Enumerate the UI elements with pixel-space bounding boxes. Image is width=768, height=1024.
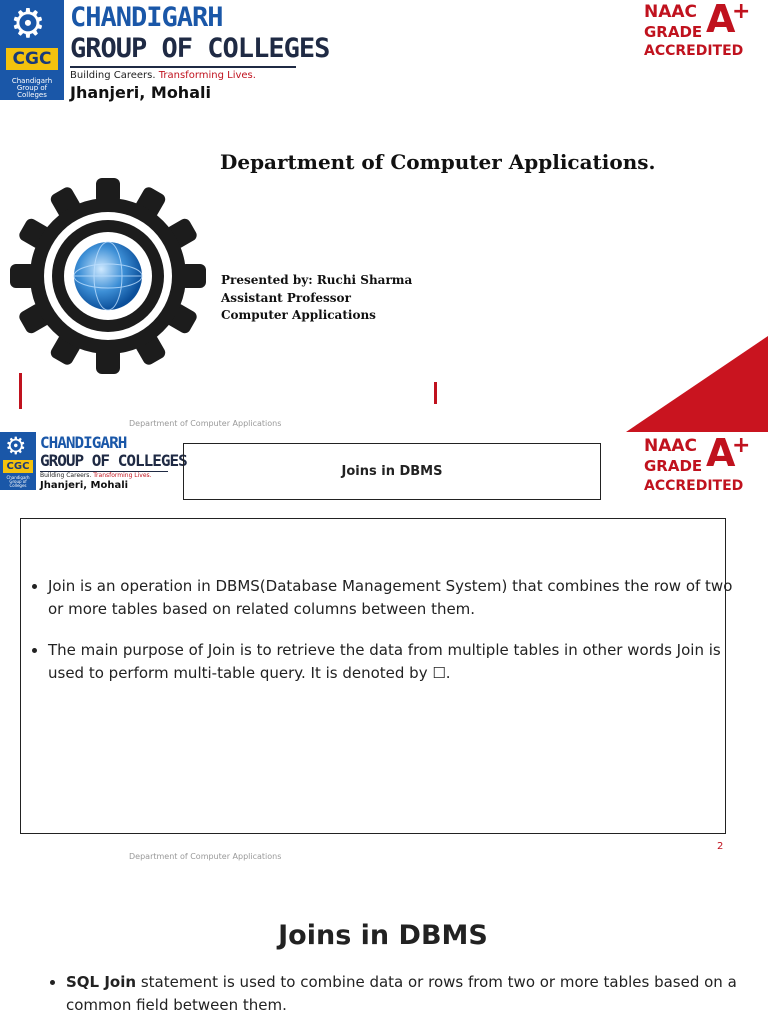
naac2-plus: + xyxy=(732,433,751,458)
cgc-logo xyxy=(0,0,330,102)
slide2-heading-box xyxy=(183,443,601,500)
slide-1 xyxy=(0,0,768,432)
slide3-bullet-1 xyxy=(66,971,756,1017)
naac-grade: A xyxy=(706,0,736,41)
gear-icon: ⚙ xyxy=(10,1,46,47)
presenter-dept: Computer Applications xyxy=(221,308,376,322)
naac2-l1: NAAC xyxy=(644,436,698,456)
cgc-rule xyxy=(70,66,296,68)
slide1-footer: Department of Computer Applications xyxy=(129,419,282,428)
cgc-small-tagline xyxy=(40,472,152,479)
slide3-bullet-bold: SQL Join xyxy=(66,973,137,991)
gear-icon-small: ⚙ xyxy=(5,432,27,460)
cgc-location: Jhanjeri, Mohali xyxy=(70,83,211,102)
slide3-bullet-rest: statement is used to combine data or rows from two or more tables based on a common field between them. xyxy=(66,973,737,1014)
cgc-small-line2: GROUP OF COLLEGES xyxy=(40,451,187,470)
cgc-logo-small xyxy=(0,432,187,492)
cgc-abbr: CGC xyxy=(6,48,58,70)
slide2-bullet-1: • Join is an operation in DBMS(Database Management System) that combines the row of two or more tables based on related columns between them. xyxy=(48,575,740,621)
slide2-footer: Department of Computer Applications xyxy=(129,852,282,861)
cgc-badge xyxy=(0,0,64,100)
slide2-bullet-2: • The main purpose of Join is to retrieve the data from multiple tables in other words Join is used to perform multi-table query. It is denoted by ☐. xyxy=(48,639,740,685)
slide-2 xyxy=(0,432,768,864)
cgc-badge-small xyxy=(0,432,36,490)
presenter-name: Presented by: Ruchi Sharma xyxy=(221,273,413,287)
red-bar-left xyxy=(19,373,22,409)
small-tagline-b: Transforming Lives. xyxy=(93,472,152,479)
naac-l1: NAAC xyxy=(644,2,698,22)
gear-globe-icon xyxy=(4,178,212,374)
slide2-heading: Joins in DBMS xyxy=(341,464,443,479)
naac-badge xyxy=(644,0,764,64)
naac2-grade: A xyxy=(706,431,736,475)
cgc-sub: Chandigarh Group of Colleges xyxy=(11,77,53,99)
cgc-sub-small: Chandigarh Group of Colleges xyxy=(6,475,30,488)
slide2-page-number: 2 xyxy=(717,841,724,852)
cgc-small-location: Jhanjeri, Mohali xyxy=(40,480,129,491)
cgc-abbr-small: CGC xyxy=(3,460,33,473)
naac-plus: + xyxy=(732,0,751,24)
red-bar-mid xyxy=(434,382,437,404)
slide1-title: Department of Computer Applications. xyxy=(220,150,656,174)
cgc-title-line1: CHANDIGARH xyxy=(70,2,223,33)
tagline-a: Building Careers. xyxy=(70,70,156,81)
tagline-b: Transforming Lives. xyxy=(158,70,256,81)
slide-3 xyxy=(0,864,768,1024)
naac2-l2: GRADE xyxy=(644,457,703,475)
presenter-role: Assistant Professor xyxy=(221,291,351,305)
slide2-bullet-list xyxy=(27,575,740,685)
small-tagline-a: Building Careers. xyxy=(40,472,92,479)
slide3-heading: Joins in DBMS xyxy=(278,920,488,951)
cgc-small-line1: CHANDIGARH xyxy=(40,433,127,452)
naac-l3: ACCREDITED xyxy=(644,43,744,59)
slide3-bullet-list xyxy=(44,971,756,1017)
slide2-content-box xyxy=(20,518,733,834)
naac-l2: GRADE xyxy=(644,23,703,41)
naac2-l3: ACCREDITED xyxy=(644,478,744,494)
cgc-tagline xyxy=(70,70,256,81)
naac-badge-2 xyxy=(644,431,764,496)
cgc-title-line2: GROUP OF COLLEGES xyxy=(70,33,330,64)
red-corner-triangle xyxy=(626,336,768,432)
